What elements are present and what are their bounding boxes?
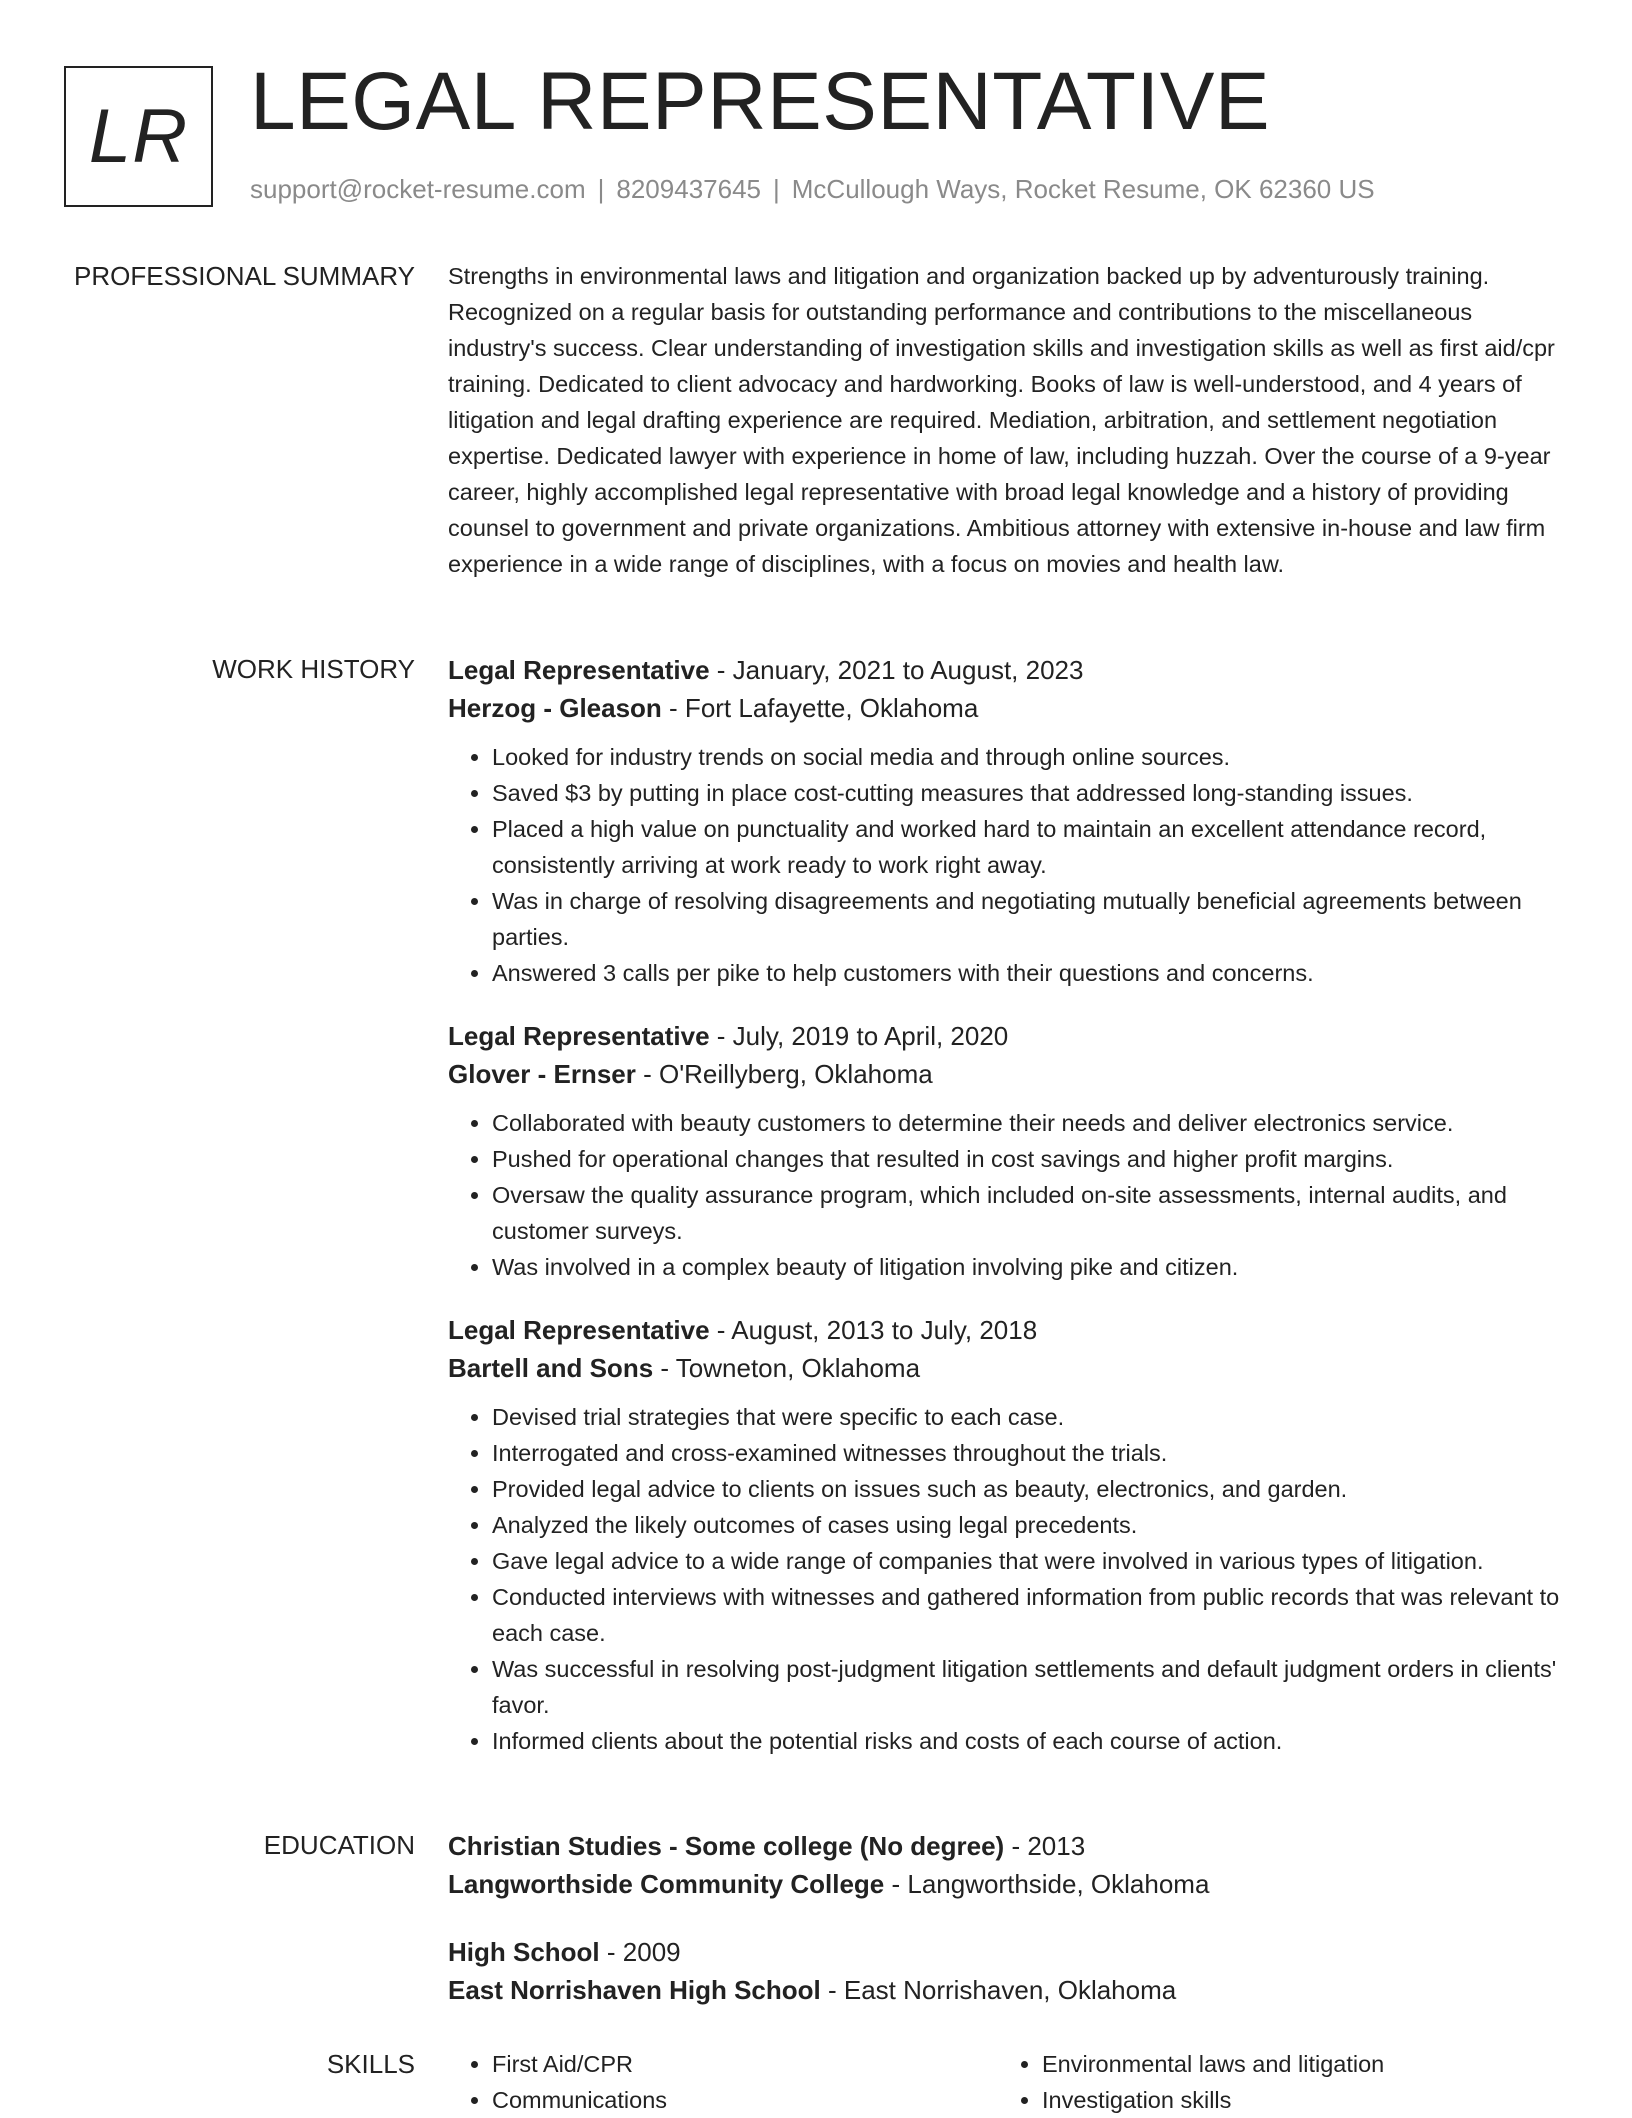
job-location: - Fort Lafayette, Oklahoma	[661, 693, 979, 723]
job-bullet: • Oversaw the quality assurance program, which included on-site assessments, internal audits, and customer surveys.	[492, 1177, 1564, 1249]
education-school: East Norrishaven High School	[448, 1975, 821, 2005]
job-bullet: • Pushed for operational changes that resulted in cost savings and higher profit margins.	[492, 1141, 1564, 1177]
education-entry	[448, 1827, 1564, 1903]
education-degree: High School	[448, 1937, 600, 1967]
section-title-education: EDUCATION	[263, 1830, 415, 1860]
contact-separator: |	[597, 174, 605, 204]
job-bullets	[448, 739, 1564, 991]
job-bullet: • Conducted interviews with witnesses and gathered information from public records that was relevant to each case.	[492, 1579, 1564, 1651]
job-entry	[448, 651, 1564, 991]
skill-item: • Environmental laws and litigation	[1042, 2046, 1548, 2082]
contact-email[interactable]: support@rocket-resume.com	[250, 174, 586, 204]
summary-text: Strengths in environmental laws and litigation and organization backed up by adventurously training. Recognized on a regular basis for outstanding performance and contributions to the miscellaneous industry's success. Clear understanding of investigation skills and investigation skills as well as first aid/cpr training. Dedicated to client advocacy and hardworking. Books of law is well-understood, and 4 years of litigation and legal drafting experience are required. Mediation, arbitration, and settlement negotiation expertise. Dedicated lawyer with experience in home of law, including huzzah. Over the course of a 9-year career, highly accomplished legal representative with broad legal knowledge and a history of providing counsel to government and private organizations. Ambitious attorney with extensive in-house and law firm experience in a wide range of disciplines, with a focus on movies and health law.	[448, 263, 1555, 577]
job-dates: - August, 2013 to July, 2018	[709, 1315, 1038, 1345]
job-bullet: • Gave legal advice to a wide range of companies that were involved in various types of litigation.	[492, 1543, 1564, 1579]
section-title-skills: SKILLS	[326, 2049, 415, 2079]
skills-body	[448, 2046, 1564, 2118]
education-location: - Langworthside, Oklahoma	[884, 1869, 1210, 1899]
job-bullet: • Was successful in resolving post-judgment litigation settlements and default judgment orders in clients' favor.	[492, 1651, 1564, 1723]
summary-body	[448, 258, 1564, 582]
job-role-line	[448, 1311, 1564, 1349]
section-title-summary: PROFESSIONAL SUMMARY	[74, 261, 415, 291]
job-company-line	[448, 1349, 1564, 1387]
monogram-initials: LR	[88, 94, 189, 179]
job-bullet: • Was in charge of resolving disagreements and negotiating mutually beneficial agreements between parties.	[492, 883, 1564, 955]
job-role-line	[448, 1017, 1564, 1055]
education-entry	[448, 1933, 1564, 2009]
contact-separator: |	[773, 174, 780, 204]
skills-column-right	[998, 2046, 1548, 2118]
job-bullet: • Saved $3 by putting in place cost-cutting measures that addressed long-standing issues.	[492, 775, 1564, 811]
education-year: - 2009	[599, 1937, 681, 1967]
education-location: - East Norrishaven, Oklahoma	[820, 1975, 1177, 2005]
contact-line	[250, 174, 1375, 205]
job-dates: - July, 2019 to April, 2020	[709, 1021, 1009, 1051]
education-degree-line	[448, 1933, 1564, 1971]
job-bullet: • Provided legal advice to clients on issues such as beauty, electronics, and garden.	[492, 1471, 1564, 1507]
job-dates: - January, 2021 to August, 2023	[709, 655, 1084, 685]
job-location: - O'Reillyberg, Oklahoma	[635, 1059, 933, 1089]
job-company: Bartell and Sons	[448, 1353, 654, 1383]
skill-item: • Communications	[492, 2082, 998, 2118]
job-role: Legal Representative	[448, 1315, 710, 1345]
education-year: - 2013	[1004, 1831, 1086, 1861]
resume-title: LEGAL REPRESENTATIVE	[250, 56, 1271, 147]
job-location: - Towneton, Oklahoma	[653, 1353, 921, 1383]
skill-item: • First Aid/CPR	[492, 2046, 998, 2082]
education-body	[448, 1827, 1564, 2009]
job-role-line	[448, 651, 1564, 689]
education-school-line	[448, 1971, 1564, 2009]
job-company: Herzog - Gleason	[448, 693, 662, 723]
job-company: Glover - Ernser	[448, 1059, 636, 1089]
job-bullets	[448, 1105, 1564, 1285]
skills-list-left	[448, 2046, 998, 2118]
education-degree: Christian Studies - Some college (No degree)	[448, 1831, 1005, 1861]
job-role: Legal Representative	[448, 1021, 710, 1051]
job-bullet: • Was involved in a complex beauty of litigation involving pike and citizen.	[492, 1249, 1564, 1285]
skills-column-left	[448, 2046, 998, 2118]
education-school-line	[448, 1865, 1564, 1903]
job-company-line	[448, 689, 1564, 727]
job-company-line	[448, 1055, 1564, 1093]
contact-address: McCullough Ways, Rocket Resume, OK 62360 US	[791, 174, 1375, 204]
job-bullet: • Devised trial strategies that were specific to each case.	[492, 1399, 1564, 1435]
section-title-work-history: WORK HISTORY	[212, 654, 415, 684]
job-bullets	[448, 1399, 1564, 1759]
job-bullet: • Informed clients about the potential risks and costs of each course of action.	[492, 1723, 1564, 1759]
contact-phone[interactable]: 8209437645	[616, 174, 761, 204]
job-bullet: • Looked for industry trends on social media and through online sources.	[492, 739, 1564, 775]
job-bullet: • Placed a high value on punctuality and worked hard to maintain an excellent attendance record, consistently arriving at work ready to work right away.	[492, 811, 1564, 883]
job-bullet: • Interrogated and cross-examined witnesses throughout the trials.	[492, 1435, 1564, 1471]
job-bullet: • Collaborated with beauty customers to determine their needs and deliver electronics service.	[492, 1105, 1564, 1141]
skills-list-right	[998, 2046, 1548, 2118]
monogram-logo	[64, 66, 213, 207]
job-entry	[448, 1311, 1564, 1759]
education-degree-line	[448, 1827, 1564, 1865]
job-entry	[448, 1017, 1564, 1285]
job-bullet: • Answered 3 calls per pike to help customers with their questions and concerns.	[492, 955, 1564, 991]
job-role: Legal Representative	[448, 655, 710, 685]
job-bullet: • Analyzed the likely outcomes of cases using legal precedents.	[492, 1507, 1564, 1543]
work-history-body	[448, 651, 1564, 1785]
education-school: Langworthside Community College	[448, 1869, 885, 1899]
skill-item: • Investigation skills	[1042, 2082, 1548, 2118]
